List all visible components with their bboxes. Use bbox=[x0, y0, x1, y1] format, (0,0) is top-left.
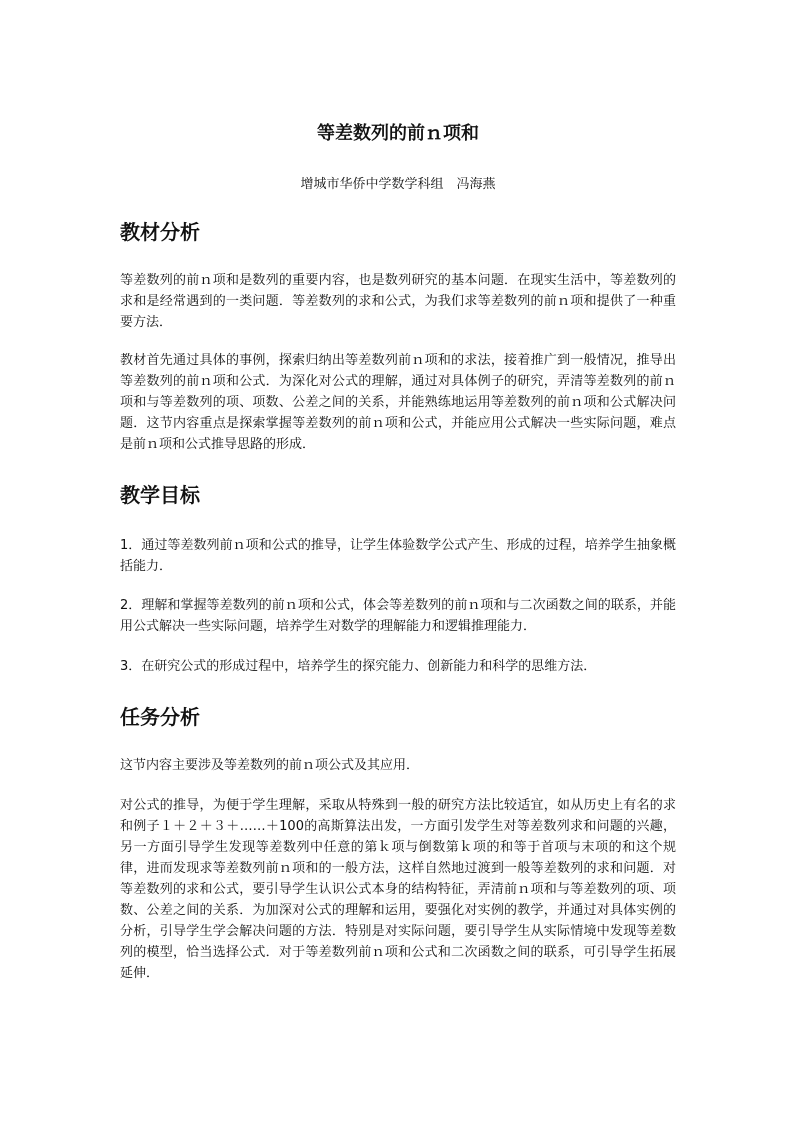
section-heading-textbook-analysis: 教材分析 bbox=[120, 220, 200, 244]
section-heading-task-analysis: 任务分析 bbox=[120, 705, 200, 729]
paragraph: 3．在研究公式的形成过程中，培养学生的探究能力、创新能力和科学的思维方法． bbox=[120, 659, 597, 674]
paragraph: 2．理解和掌握等差数列的前ｎ项和公式，体会等差数列的前ｎ项和与二次函数之间的联系，并能用公式解决一些实际问题，培养学生对数学的理解能力和逻辑推理能力． bbox=[120, 598, 676, 634]
document-author: 增城市华侨中学数学科组 冯海燕 bbox=[300, 177, 496, 192]
paragraph: 等差数列的前ｎ项和是数列的重要内容，也是数列研究的基本问题．在现实生活中，等差数列的求和是经常遇到的一类问题．等差数列的求和公式，为我们求等差数列的前ｎ项和提供了一种重要方法． bbox=[120, 273, 676, 330]
paragraph: 对公式的推导，为便于学生理解，采取从特殊到一般的研究方法比较适宜，如从历史上有名的求和例子１＋２＋３＋……＋100的高斯算法出发，一方面引发学生对等差数列求和问题的兴趣，另一方面引导学生发现等差数列中任意的第ｋ项与倒数第ｋ项的和等于首项与末项的和这个规律，进而发现求等差数列前ｎ项和的一般方法，这样自然地过渡到一般等差数列的求和问题．对等差数列的求和公式，要引导学生认识公式本身的结构特征，弄清前ｎ项和与等差数列的项、项数、公差之间的关系．为加深对公式的理解和运用，要强化对实例的教学，并通过对具体实例的分析，引导学生学会解决问题的方法．特别是对实际问题，要引导学生从实际情境中发现等差数列的模型，恰当选择公式．对于等差数列前ｎ项和公式和二次函数之间的联系，可引导学生拓展延伸． bbox=[120, 798, 676, 981]
paragraph: 教材首先通过具体的事例，探索归纳出等差数列前ｎ项和的求法，接着推广到一般情况，推导出等差数列的前ｎ项和公式．为深化对公式的理解，通过对具体例子的研究，弄清等差数列的前ｎ项和与等差数列的项、项数、公差之间的关系，并能熟练地运用等差数列的前ｎ项和公式解决问题．这节内容重点是探索掌握等差数列的前ｎ项和公式，并能应用公式解决一些实际问题，难点是前ｎ项和公式推导思路的形成． bbox=[120, 353, 676, 452]
section-heading-teaching-goals: 教学目标 bbox=[120, 483, 200, 507]
paragraph: 1．通过等差数列前ｎ项和公式的推导，让学生体验数学公式产生、形成的过程，培养学生抽象概括能力． bbox=[120, 538, 676, 574]
document-title: 等差数列的前ｎ项和 bbox=[317, 123, 479, 144]
paragraph: 这节内容主要涉及等差数列的前ｎ项公式及其应用． bbox=[120, 758, 420, 773]
